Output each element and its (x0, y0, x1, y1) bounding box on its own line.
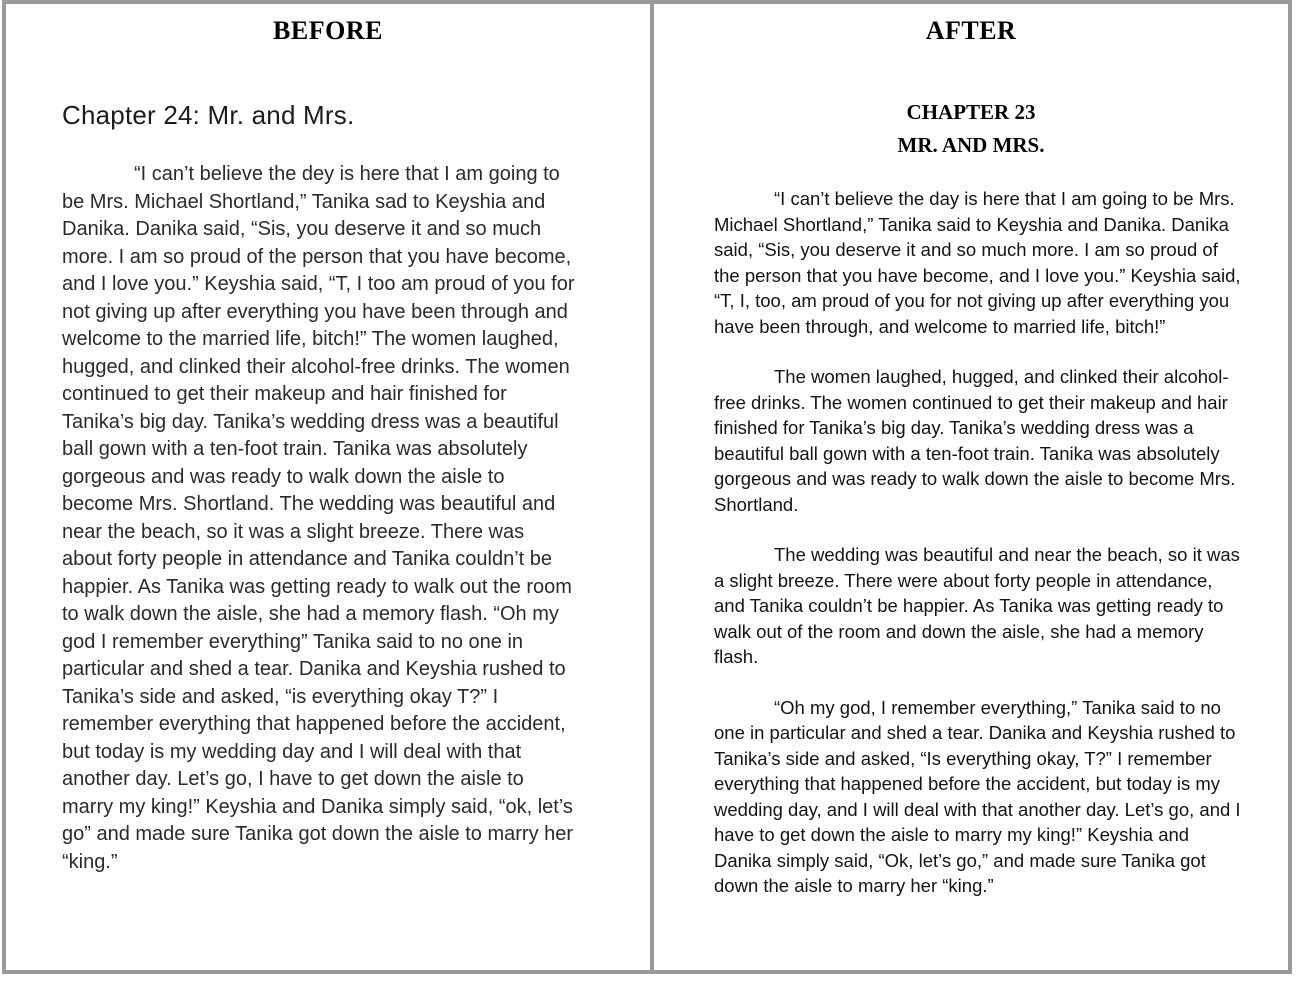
after-body (714, 186, 1242, 899)
before-panel-label: BEFORE (273, 16, 383, 45)
after-panel-label: AFTER (925, 16, 1017, 45)
before-body-paragraph: “I can’t believe the dey is here that I am going to be Mrs. Michael Shortland,” Tanika sad to Keyshia and Danika. Danika said, “Sis, you deserve it and so much more. I am so proud of the person that you have become, and I love you.” Keyshia said, “T, I too am proud of you for not giving up after everything you have been through and welcome to the married life, bitch!” The women laughed, hugged, and clinked their alcohol-free drinks. The women continued to get their makeup and hair finished for Tanika’s big day. Tanika’s wedding dress was a beautiful ball gown with a ten-foot train. Tanika was absolutely gorgeous and was ready to walk down the aisle to become Mrs. Shortland. The wedding was beautiful and near the beach, so it was a slight breeze. There was about forty people in attendance and Tanika couldn’t be happier. As Tanika was getting ready to walk out the room to walk down the aisle, she had a memory flash. “Oh my god I remember everything” Tanika said to no one in particular and shed a tear. Danika and Keyshia rushed to Tanika’s side and asked, “is everything okay T?” I remember everything that happened before the accident, but today is my wedding day and I will deal with that another day. Let’s go, I have to get down the aisle to marry my king!” Keyshia and Danika simply said, “ok, let’s go” and made sure Tanika got down the aisle to marry her “king.” (62, 163, 575, 873)
before-panel (6, 4, 654, 970)
after-chapter-number: CHAPTER 23 (906, 100, 1036, 124)
after-body-paragraph: The wedding was beautiful and near the beach, so it was a slight breeze. There were about forty people in attendance, and Tanika couldn’t be happier. As Tanika was getting ready to walk out of the room and down the aisle, she had a memory flash. (714, 544, 1240, 667)
before-chapter-heading: Chapter 24: Mr. and Mrs. (62, 100, 355, 130)
after-body-paragraph: “Oh my god, I remember everything,” Tanika said to no one in particular and shed a tear. Danika and Keyshia rushed to Tanika’s side and asked, “Is everything okay, T?” I remember everything that happened before the accident, but today is my wedding day, and I will deal with that another day. Let’s go, and I have to get down the aisle to marry my king!” Keyshia and Danika simply said, “Ok, let’s go,” and made sure Tanika got down the aisle to marry her “king.” (714, 696, 1241, 896)
after-panel (654, 4, 1288, 970)
after-body-paragraph: “I can’t believe the day is here that I am going to be Mrs. Michael Shortland,” Tanika said to Keyshia and Danika. Danika said, “Sis, you deserve it and so much more. I am so proud of the person that you have become, and I love you.” Keyshia said, “T, I, too, am proud of you for not giving up after everything you have been through, and welcome to married life, bitch!” (714, 188, 1241, 337)
after-chapter-title: MR. AND MRS. (897, 133, 1045, 157)
comparison-frame (2, 0, 1292, 974)
after-body-paragraph: The women laughed, hugged, and clinked their alcohol-free drinks. The women continued to get their makeup and hair finished for Tanika’s big day. Tanika’s wedding dress was a beautiful ball gown with a ten-foot train. Tanika was absolutely gorgeous and was ready to walk down the aisle to become Mrs. Shortland. (714, 366, 1236, 515)
after-chapter-heading (654, 96, 1288, 162)
